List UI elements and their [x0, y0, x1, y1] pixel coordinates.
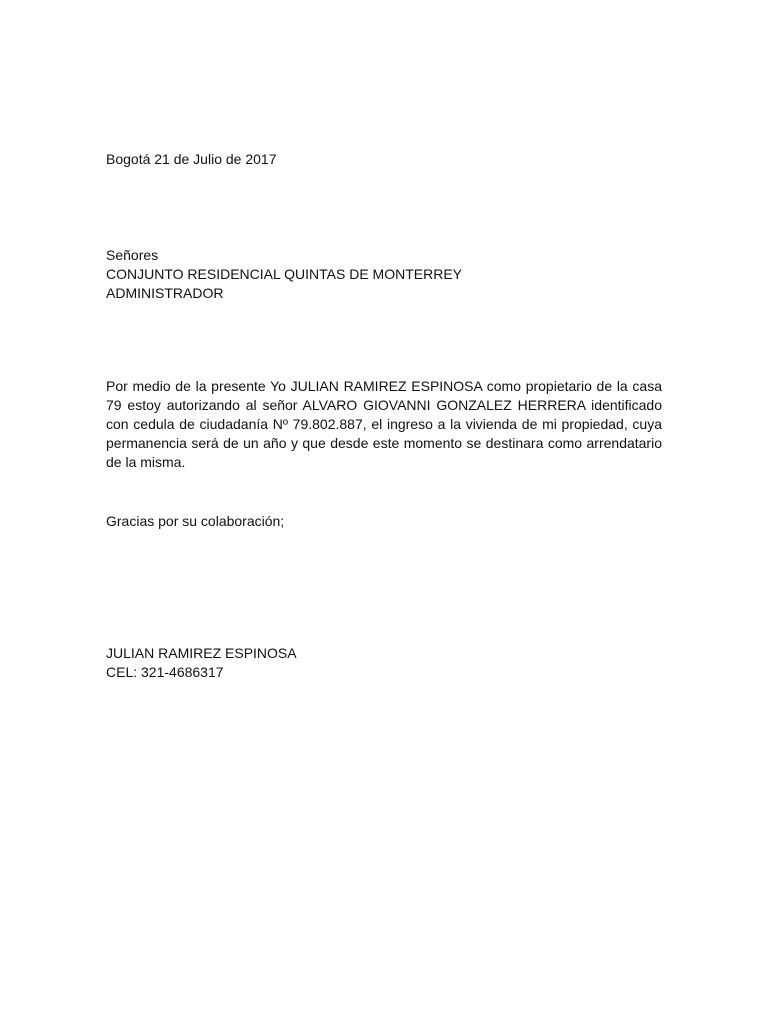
letter-closing — [106, 512, 662, 531]
signature-block — [106, 644, 662, 682]
letter-body: Por medio de la presente Yo JULIAN RAMIREZ ESPINOSA como propietario de la casa 79 estoy autorizando al señor ALVARO GIOVANNI GONZALEZ HERRERA identificado con cedula de ciudadanía Nº 79.802.887, el ingreso a la vivienda de mi propiedad, cuya permanencia será de un año y que desde este momento se destinara como arrendatario de la misma. — [106, 378, 662, 470]
signature-name: JULIAN RAMIREZ ESPINOSA — [106, 645, 297, 661]
recipient-salutation: Señores — [106, 247, 159, 263]
recipient-block — [106, 246, 662, 303]
recipient-title: ADMINISTRADOR — [106, 285, 224, 301]
recipient-organization: CONJUNTO RESIDENCIAL QUINTAS DE MONTERREY — [106, 266, 463, 282]
letter-date — [106, 150, 662, 169]
date-text: Bogotá 21 de Julio de 2017 — [106, 151, 277, 167]
closing-text: Gracias por su colaboración; — [106, 513, 285, 529]
signature-phone: CEL: 321-4686317 — [106, 664, 224, 680]
